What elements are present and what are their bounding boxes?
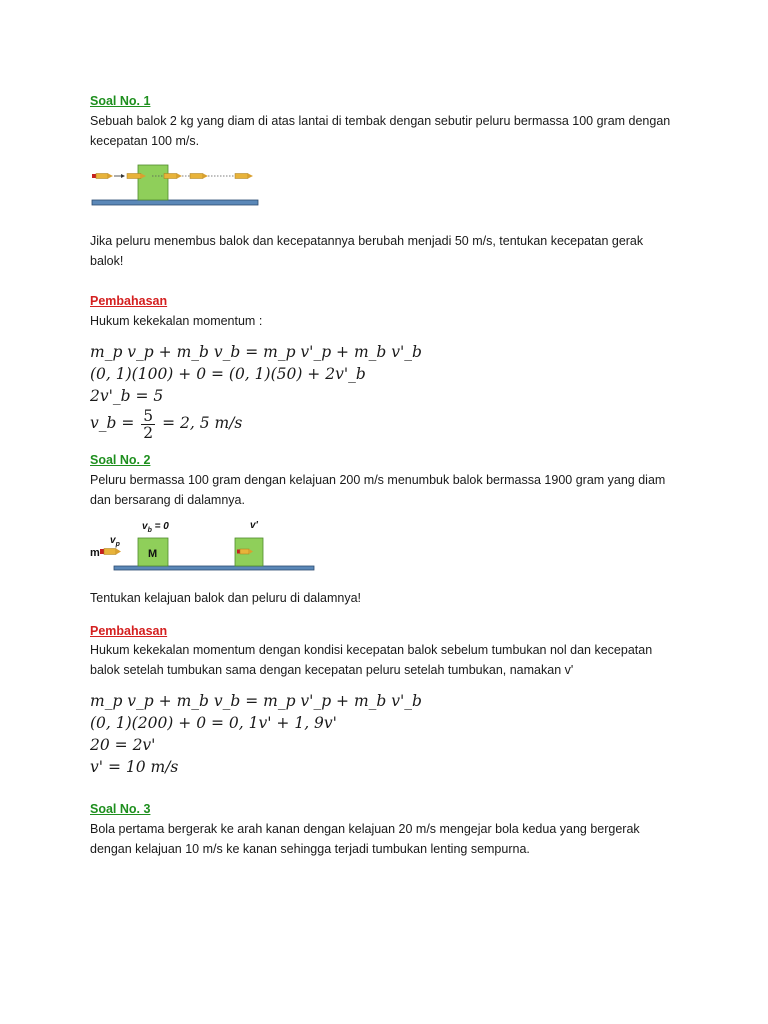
pembahasan-1-equations [90,341,690,441]
bullet-icon [164,174,182,179]
soal-1-text-line-4: balok! [90,254,124,268]
soal-2-heading: Soal No. 2 [90,452,151,467]
pembahasan-1-heading: Pembahasan [90,294,168,308]
soal-1-text-line-1: Sebuah balok 2 kg yang diam di atas lantai di tembak dengan sebutir peluru bermassa 100 gram dengan [90,114,671,128]
equation-rhs: = 2, 5 m/s [162,414,243,432]
floor [92,200,258,205]
equation-line: 2v'_b = 5 [90,387,164,405]
pembahasan-1-intro: Hukum kekekalan momentum : [90,314,263,328]
bullet-icon [190,174,208,179]
fraction-denominator: 2 [143,423,154,442]
soal-2-text-line-3: Tentukan kelajuan balok dan peluru di dalamnya! [90,590,362,605]
soal-2-text-line-2: dan bersarang di dalamnya. [90,492,245,507]
svg-text:vp [110,535,121,548]
block [138,165,168,200]
bullet-icon [235,174,253,179]
velocity-value: = 0 [151,520,169,532]
equation-line: (0, 1)(200) + 0 = 0, 1v' + 1, 9v' [90,713,337,732]
arrow-icon [121,174,125,178]
block-label: M [148,547,158,560]
velocity-prime-label: v' [250,519,258,531]
soal-3-text-line-2: dengan kelajuan 10 m/s ke kanan sehingga terjadi tumbukan lenting sempurna. [90,841,530,856]
equation-line: v' = 10 m/s [90,757,179,776]
mass-label: m [90,546,100,559]
equation-line: (0, 1)(100) + 0 = (0, 1)(50) + 2v'_b [90,365,366,383]
equation-line [90,407,690,441]
document-page [90,92,690,859]
velocity-label: v [142,520,148,532]
bullet-icon [100,548,121,554]
svg-text:vb = 0 [142,521,169,534]
soal-3-text-line-1: Bola pertama bergerak ke arah kanan dengan kelajuan 20 m/s mengejar bola kedua yang bergerak [90,821,640,836]
pembahasan-2-intro-line-1: Hukum kekekalan momentum dengan kondisi kecepatan balok sebelum tumbukan nol dan kecepatan [90,642,653,657]
soal-2-text-line-1: Peluru bermassa 100 gram dengan kelajuan 200 m/s menumbuk balok bermassa 1900 gram yang diam [90,472,666,487]
fraction-numerator: 5 [143,406,154,425]
soal-1-text-line-2: kecepatan 100 m/s. [90,134,200,148]
soal-1-heading: Soal No. 1 [90,94,151,108]
bullet-icon [92,174,113,179]
floor [114,566,314,570]
fraction [141,408,155,441]
pembahasan-2-equations [90,690,690,778]
pembahasan-2-intro-line-2: balok setelah tumbukan sama dengan kecepatan peluru setelah tumbukan, namakan v' [90,662,574,677]
pembahasan-2-heading: Pembahasan [90,623,168,638]
equation-line: m_p v_p + m_b v_b = m_p v'_p + m_b v'_b [90,691,422,710]
equation-line: m_p v_p + m_b v_b = m_p v'_p + m_b v'_b [90,343,422,361]
equation-lhs: v_b = [90,414,135,432]
velocity-label: v [110,534,116,546]
soal-2-figure [90,518,330,576]
equation-line: 20 = 2v' [90,735,156,754]
velocity-subscript: p [115,540,120,548]
soal-3-heading: Soal No. 3 [90,801,151,816]
velocity-subscript: b [147,526,152,534]
soal-1-figure [90,164,270,214]
soal-1-text-line-3: Jika peluru menembus balok dan kecepatannya berubah menjadi 50 m/s, tentukan kecepatan gerak [90,234,644,248]
